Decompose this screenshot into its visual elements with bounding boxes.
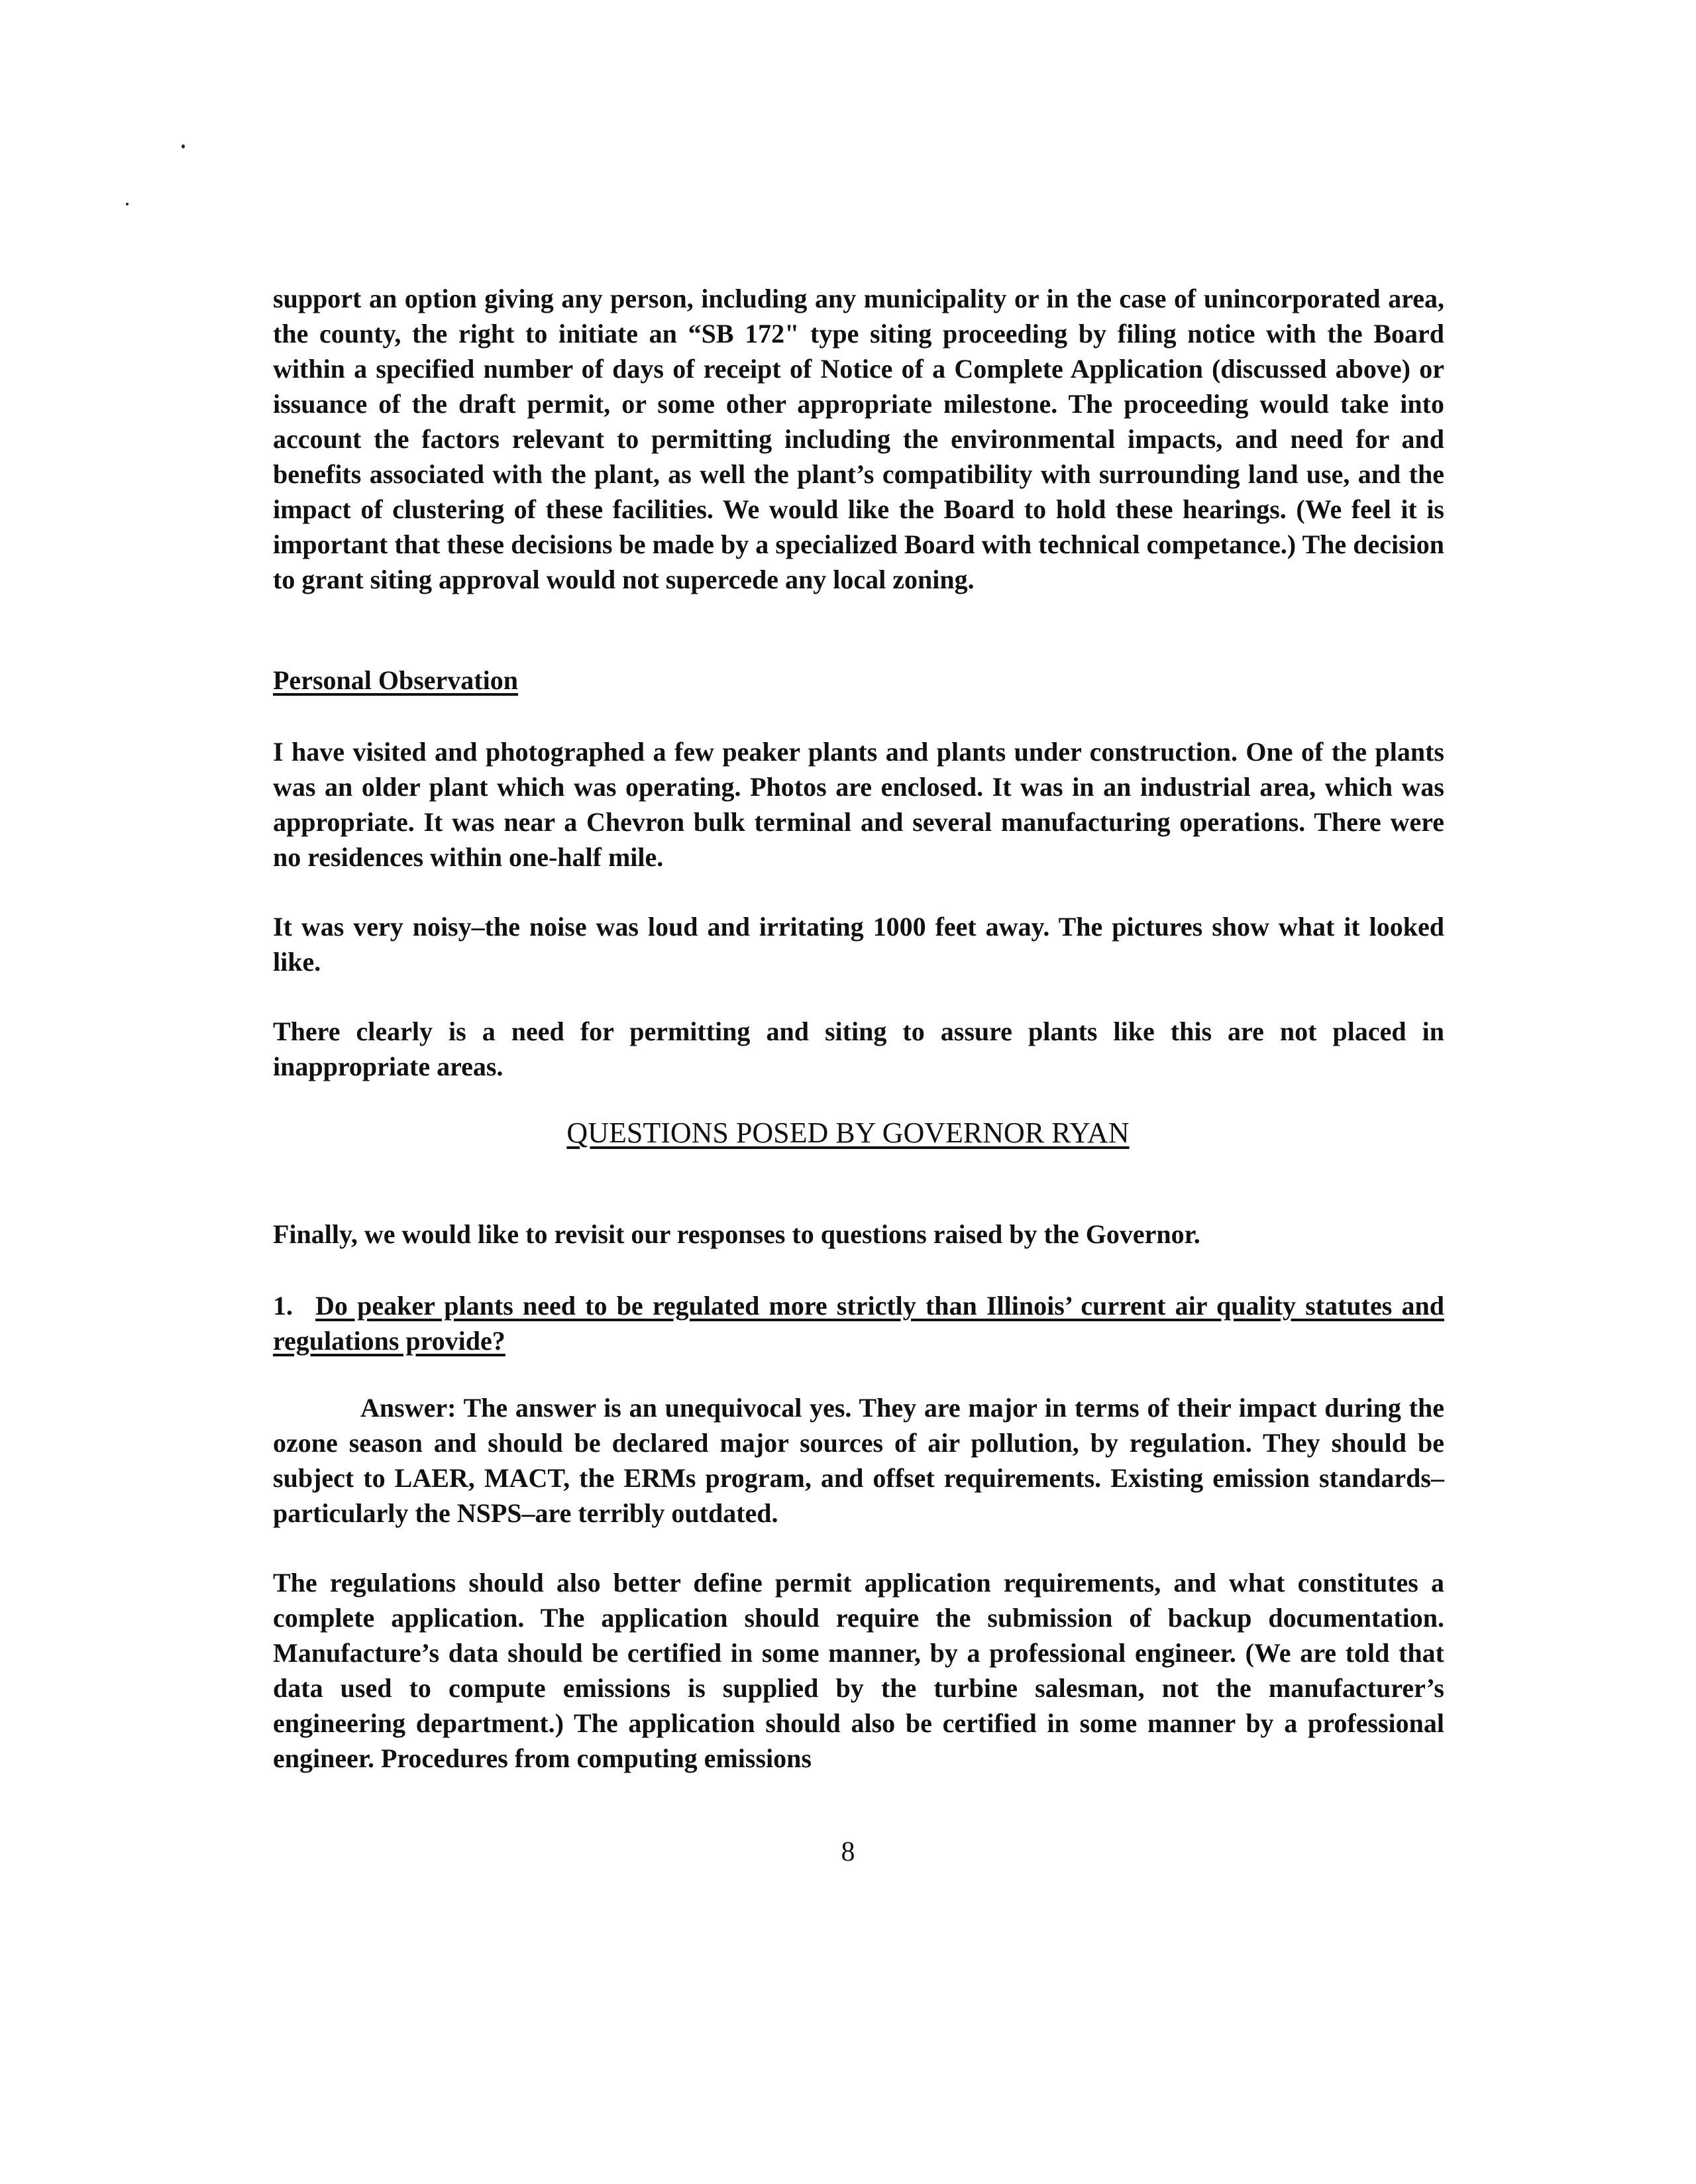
paragraph-text: The regulations should also better define permit application requirements, and what constitutes a complete application. The application should require the submission of backup documentation. Manufacture’s data should be certified in some manner, by a professional engineer. (We are told that data used to compute emissions is supplied by the turbine salesman, not the manufacturer’s engineering department.) The application should also be certified in some manner by a professional engineer. Procedures from computing emissions (273, 1568, 1444, 1773)
paragraph-visited-plants (273, 734, 1444, 875)
paragraph-regulations (273, 1565, 1444, 1776)
paragraph-text: There clearly is a need for permitting and siting to assure plants like this are not placed in inappropriate areas. (273, 1016, 1444, 1081)
paragraph-text: Answer: The answer is an unequivocal yes. They are major in terms of their impact during the ozone season and should be declared major sources of air pollution, by regulation. They should be subject to LAER, MACT, the ERMs program, and offset requirements. Existing emission standards–particularly the NSPS–are terribly outdated. (273, 1393, 1444, 1528)
paragraph-need-for-permitting (273, 1014, 1444, 1084)
scan-speck (182, 144, 185, 148)
page-number: 8 (841, 1837, 855, 1867)
paragraph-answer (273, 1390, 1444, 1531)
paragraph-text: support an option giving any person, including any municipality or in the case of unincorporated area, the county, the right to initiate an “SB 172" type siting proceeding by filing notice with the Board within a specified number of days of receipt of Notice of a Complete Application (discussed above) or issuance of the draft permit, or some other appropriate milestone. The proceeding would take into account the factors relevant to permitting including the environmental impacts, and need for and benefits associated with the plant, as well the plant’s compatibility with surrounding land use, and the impact of clustering of these facilities. We would like the Board to hold these hearings. (We feel it is important that these decisions be made by a specialized Board with technical competance.) The decision to grant siting approval would not supercede any local zoning. (273, 284, 1444, 594)
question-number: 1. (273, 1291, 293, 1321)
paragraph-text: It was very noisy–the noise was loud and irritating 1000 feet away. The pictures show what it looked like. (273, 912, 1444, 977)
scan-speck (126, 203, 129, 205)
section-heading-personal-observation: Personal Observation (273, 665, 518, 695)
question-text: Do peaker plants need to be regulated more strictly than Illinois’ current air quality statutes and regulations provide? (273, 1291, 1444, 1356)
paragraph-siting-proceeding (273, 281, 1444, 597)
paragraph-text: Finally, we would like to revisit our responses to questions raised by the Governor. (273, 1219, 1200, 1249)
paragraph-noise (273, 909, 1444, 979)
section-heading-questions: QUESTIONS POSED BY GOVERNOR RYAN (566, 1117, 1130, 1149)
paragraph-finally (273, 1217, 1444, 1252)
paragraph-text: I have visited and photographed a few peaker plants and plants under construction. One of the plants was an older plant which was operating. Photos are enclosed. It was in an industrial area, which was appropriate. It was near a Chevron bulk terminal and several manufacturing operations. There were no residences within one-half mile. (273, 737, 1444, 872)
